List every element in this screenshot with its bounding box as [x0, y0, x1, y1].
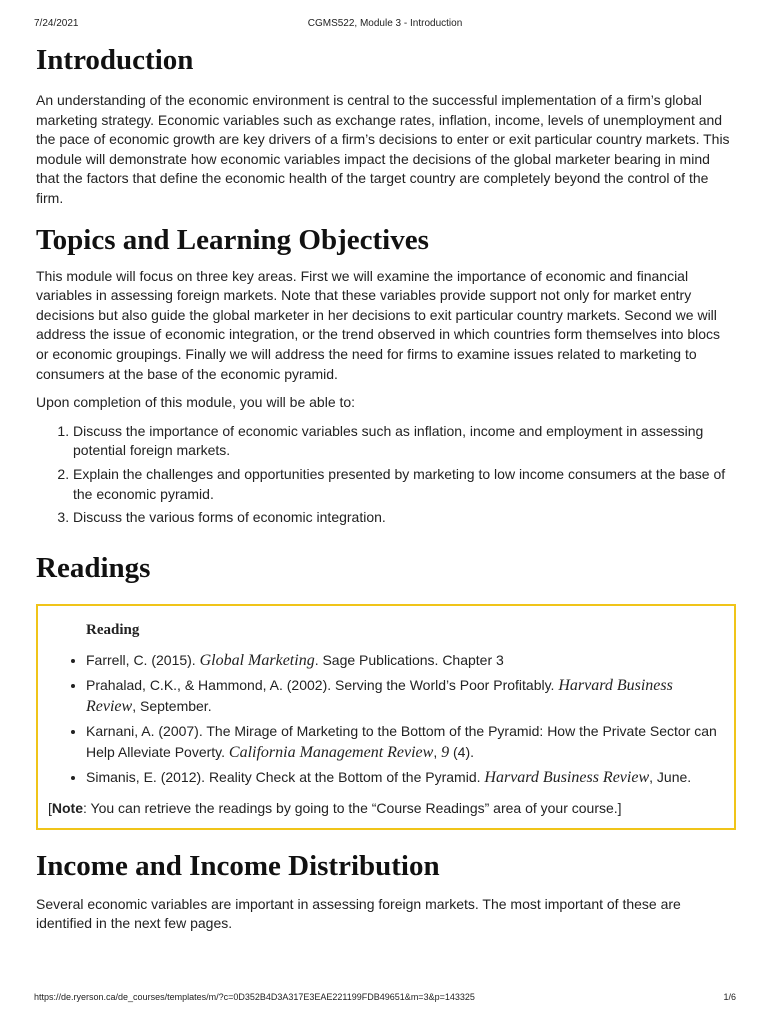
objectives-intro: Upon completion of this module, you will be able to: [36, 394, 356, 411]
print-date: 7/24/2021 [34, 18, 79, 29]
readings-list [48, 650, 720, 788]
income-paragraph: Several economic variables are important in assessing foreign markets. The most important of these are identified in the next few pages. [36, 895, 681, 932]
topics-paragraph: This module will focus on three key areas. First we will examine the importance of economic and financial variables in assessing foreign markets. Note that these variables provide support not only for market entry decisions but also guide the global marketer in her decisions to exit particular country markets. Second we will address the issue of economic integration, or the trend observed in which countries form themselves into blocs or economic groupings. Finally we will address the need for firms to examine issues related to marketing to consumers at the base of the economic pyramid. [36, 267, 721, 382]
reading-item: • Prahalad, C.K., & Hammond, A. (2002). Serving the World’s Poor Profitably. Harvard Business Review, September. [86, 675, 720, 717]
page-number: 1/6 [723, 992, 736, 1002]
objective-item: 1. Discuss the importance of economic variables such as inflation, income and employment in assessing potential foreign markets. [73, 422, 736, 461]
readings-heading: Readings [36, 551, 151, 584]
readings-note: [Note: You can retrieve the readings by going to the “Course Readings” area of your course.] [48, 799, 622, 816]
page-content [36, 40, 736, 934]
objective-item: 2. Explain the challenges and opportunities presented by marketing to low income consumers at the base of the economic pyramid. [73, 465, 736, 504]
objective-item: 3. Discuss the various forms of economic integration. [73, 508, 736, 528]
print-footer [34, 992, 736, 1006]
readings-box [36, 604, 736, 830]
print-title: CGMS522, Module 3 - Introduction [307, 18, 463, 29]
reading-item: • Simanis, E. (2012). Reality Check at the Bottom of the Pyramid. Harvard Business Review, June. [86, 767, 720, 788]
intro-paragraph: An understanding of the economic environment is central to the successful implementation of a firm’s global marketing strategy. Economic variables such as exchange rates, inflation, income, levels of unemployment and the pace of economic growth are key drivers of a firm’s decisions to enter or exit particular country markets. This module will demonstrate how economic variables impact the decisions of the global marketer bearing in mind that the factors that define the economic health of the target country are completely beyond the control of the firm. [36, 92, 730, 206]
objectives-list [36, 422, 736, 528]
reading-item: • Karnani, A. (2007). The Mirage of Marketing to the Bottom of the Pyramid: How the Private Sector can Help Alleviate Poverty. California Management Review, 9 (4). [86, 721, 720, 763]
reading-item: • Farrell, C. (2015). Global Marketing. Sage Publications. Chapter 3 [86, 650, 720, 671]
print-url: https://de.ryerson.ca/de_courses/templates/m/?c=0D352B4D3A317E3EAE221199FDB49651&m=3&p=143325 [34, 992, 475, 1002]
income-heading: Income and Income Distribution [36, 849, 440, 882]
intro-heading: Introduction [36, 44, 194, 76]
print-header [34, 18, 736, 32]
topics-heading: Topics and Learning Objectives [36, 223, 429, 256]
readings-box-title: Reading [86, 621, 140, 638]
